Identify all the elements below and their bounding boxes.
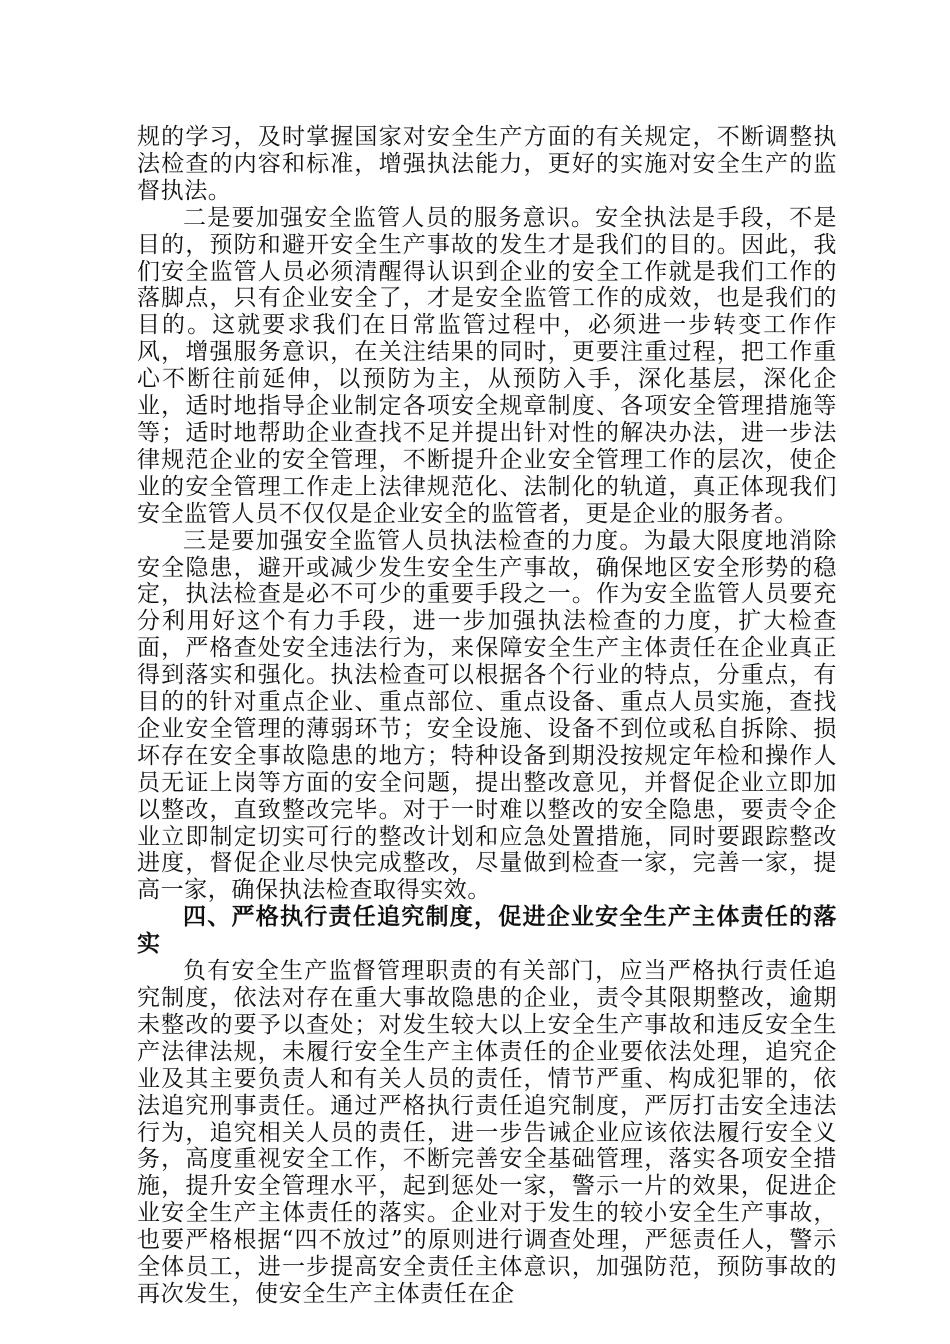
paragraph-service-awareness: 二是要加强安全监管人员的服务意识。安全执法是手段，不是目的，预防和避开安全生产事故的发生才是我们的目的。因此，我们安全监管人员必须清醒得认识到企业的安全工作就是我们工作的落脚点，只有企业安全了，才是安全监管工作的成效，也是我们的目的。这就要求我们在日常监管过程中，必须进一步转变工作作风，增强服务意识，在关注结果的同时，更要注重过程，把工作重心不断往前延伸，以预防为主，从预防入手，深化基层，深化企业，适时地指导企业制定各项安全规章制度、各项安全管理措施等等；适时地帮助企业查找不足并提出针对性的解决办法，进一步法律规范企业的安全管理，不断提升企业安全管理工作的层次，使企业的安全管理工作走上法律规范化、法制化的轨道，真正体现我们安全监管人员不仅仅是企业安全的监管者，更是企业的服务者。 xyxy=(137,204,837,527)
paragraph-continuation: 规的学习，及时掌握国家对安全生产方面的有关规定，不断调整执法检查的内容和标准，增强执法能力，更好的实施对安全生产的监督执法。 xyxy=(137,124,837,204)
document-page xyxy=(137,124,837,1308)
section-heading-four: 四、严格执行责任追究制度，促进企业安全生产主体责任的落实 xyxy=(137,903,837,958)
paragraph-accountability: 负有安全生产监督管理职责的有关部门，应当严格执行责任追究制度，依法对存在重大事故隐患的企业，责令其限期整改，逾期未整改的要予以查处；对发生较大以上安全生产事故和违反安全生产法律法规，未履行安全生产主体责任的企业要依法处理，追究企业及其主要负责人和有关人员的责任，情节严重、构成犯罪的，依法追究刑事责任。通过严格执行责任追究制度，严厉打击安全违法行为，追究相关人员的责任，进一步告诫企业应该依法履行安全义务，高度重视安全工作，不断完善安全基础管理，落实各项安全措施，提升安全管理水平，起到惩处一家，警示一片的效果，促进企业安全生产主体责任的落实。企业对于发生的较小安全生产事故，也要严格根据“四不放过”的原则进行调查处理，严惩责任人，警示全体员工，进一步提高安全责任主体意识，加强防范，预防事故的再次发生，使安全生产主体责任在企 xyxy=(137,958,837,1307)
paragraph-inspection-intensity: 三是要加强安全监管人员执法检查的力度。为最大限度地消除安全隐患，避开或减少发生安全生产事故，确保地区安全形势的稳定，执法检查是必不可少的重要手段之一。作为安全监管人员要充分利用好这个有力手段，进一步加强执法检查的力度，扩大检查面，严格查处安全违法行为，来保障安全生产主体责任在企业真正得到落实和强化。执法检查可以根据各个行业的特点，分重点，有目的的针对重点企业、重点部位、重点设备、重点人员实施，查找企业安全管理的薄弱环节；安全设施、设备不到位或私自拆除、损坏存在安全事故隐患的地方；特种设备到期没按规定年检和操作人员无证上岗等方面的安全问题，提出整改意见，并督促企业立即加以整改，直致整改完毕。对于一时难以整改的安全隐患，要责令企业立即制定切实可行的整改计划和应急处置措施，同时要跟踪整改进度，督促企业尽快完成整改，尽量做到检查一家，完善一家，提高一家，确保执法检查取得实效。 xyxy=(137,527,837,904)
